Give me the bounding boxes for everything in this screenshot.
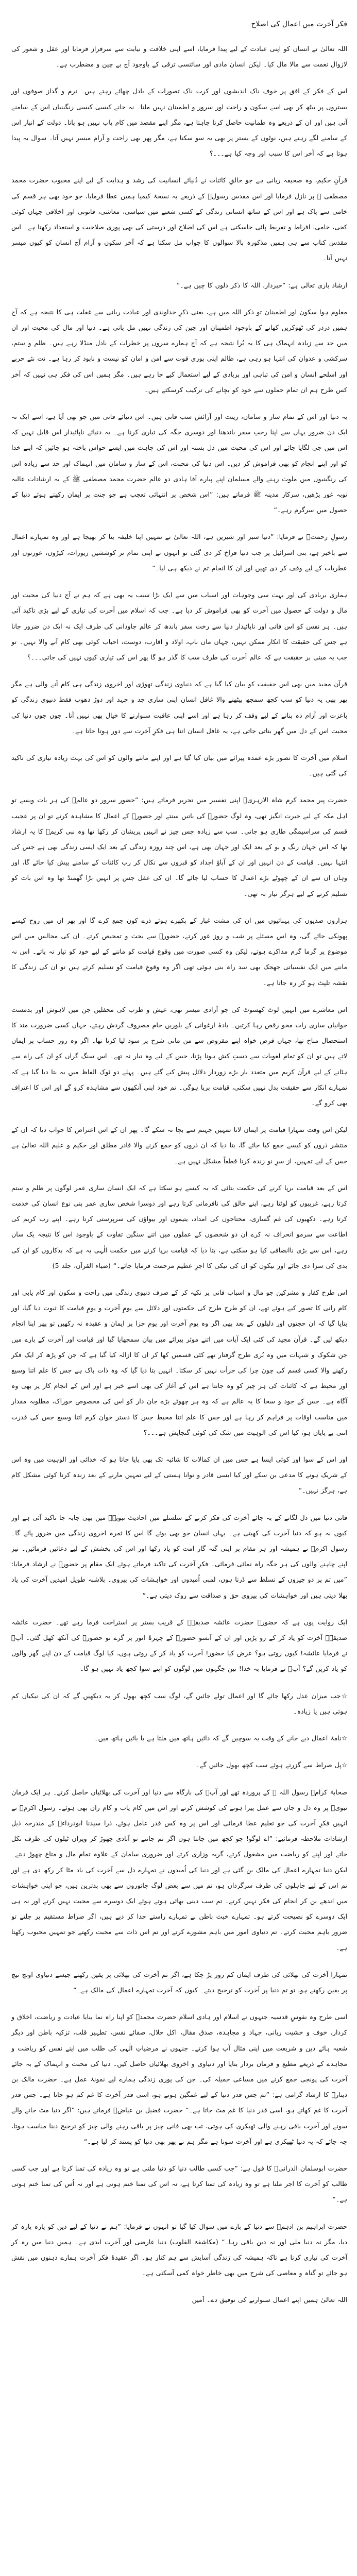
- article-paragraph: ☆جب میزان عدل رکھا جائے گا اور اعمال تولے جائیں گے، لوگ سب کچھ بھول کر یہ دیکھیں گے کہ ان کی نیکیاں کم ہوتی ہیں یا زیادہ۔: [11, 1691, 347, 1715]
- article-paragraph: قرآن مجید میں بھی اس حقیقت کو بیان کیا گیا ہے کہ دنیاوی زندگی تھوڑی اور اخروی زندگی ہی کام آنے والی ہے مگر پھر بھی یہ دنیا کو سب کچھ سمجھ بیٹھنے والا غافل انسان اپنی ساری جد و جہد اور دوڑ دھوپ فقط دنیوی زندگی کو باعزت اور آرام دہ بنانے کے لیے وقف کر رہا ہے اور اسے اپنی عاقبت سنوارنے کا خیال بھی نہیں آتا۔ جوں جوں دنیا کی محبت اس کے دل میں گھر بناتی جاتی ہے، یہ غافل انسان اتنا ہی فکرِ آخرت سے دور ہوتا جاتا ہے۔: [11, 680, 347, 735]
- article-paragraph: لیکن اس وقت تمہارا قیامت پر ایمان لانا تمہیں جہنم سے بچا نہ سکے گا۔ پھر ان کے اس اعتراض کا جواب دیا کہ ان کے منتشر ذروں کو کیسے جمع کیا جائے گا، بتا دیا کہ ان ذروں کو جمع کرنے والا قادر مطلق اور حکیم و علیم اللہ تعالیٰ ہے جس کے لیے تمہیں، از سرِ نو زندہ کرنا قطعاً مشکل نہیں ہے۔: [11, 1126, 347, 1165]
- article-paragraph: ☆نامۂ اعمال دیے جانے کے وقت یہ سوچیں گے کہ دائیں ہاتھ میں ملتا ہے یا بائیں ہاتھ میں۔: [94, 1734, 347, 1742]
- article-paragraph: صحابۂ کرامؓ رسول اللہ ﷺ کے پروردہ تھے اور آپؐ کی بارگاہ سے دنیا اور آخرت کی بھلائیاں حاصل کرتے۔ ہر ایک فرمان نبویؐ پر وہ دل و جان سے عمل پیرا ہونے کی کوشش کرتے اور اس میں کام یاب و کام ران بھی ہوئے۔ رسول اکرمؐ نے انہیں فکرِ آخرت کی جو تعلیم عطا فرمائی اور اس پر وہ کس قدر عامل ہوئے، ذرا سیدنا ابودرداءؓ کے مندرجہ ذیل ارشادات ملاحظہ فرمائیے: ”اے لوگو! جو کچھ میں جانتا ہوں اگر تم جانتے تو آبادی چھوڑ کر ویران ٹیلوں کی طرف نکل جاتے اور اپنے کو ریاضت میں مشغول کرتے، گریہ وزاری کرتے اور ضروری سامان کے علاوہ تمام مال و متاع چھوڑ دیتے۔ لیکن دنیا تمہارے اعمال کی مالک بن گئی ہے اور دنیا کی اُمیدوں نے تمہارے دل سے آخرت کی یاد مٹا کر رکھ دی ہے اور تم اس کے لیے جاہلوں کی طرف سرگرداں ہو، تم میں سے بعض لوگ جانوروں سے بھی بدترین ہیں، جو اپنی خواہشات میں اندھے بن کر انجام کی فکر نہیں کرتے۔ تم سب دینی بھائی ہوتے ہوئے ایک دوسرے سے محبت نہیں کرتے اور نہ ہی ایک دوسرے کو نصیحت کرتے ہو۔ تمہارے خبث باطن نے تمہارے راستے جدا کر دیے ہیں، اگر صراط مستقیم پر چلتے تو ضرور باہم محبت کرتے۔ تم دنیاوی امور میں باہم مشورے کرتے اور تم اس ذات سے محبت رکھتے جو تمہیں محبوب رکھتا ہے۔: [11, 1788, 347, 1952]
- article-paragraph: اس طرح کفار و مشرکین جو مال و اسباب فانی پر تکیہ کر کے صرف دنیوی زندگی میں راحت و سکون اور کام یابی اور کام رانی کا تصور کیے ہوئے تھے، ان کو طرح طرح کی حکمتوں اور دلائل سے یومِ آخرت و یومِ قیامت کا ثبوت دیا گیا، اور بتایا گیا کہ ان حجتوں اور دلیلوں کے بعد بھی اگر وہ یومِ آخرت اور یومِ جزا پر ایمان و عقیدہ نہ رکھیں تو پھر اپنا انجام دیکھ لیں گے۔ قرآن مجید کی کئی ایک آیات میں اتنے موثر پیرائے میں بیان سمجھایا گیا اور قیامت اور آخرت کے بارے میں جن شکوک و شبہات میں وہ بُری طرح گرفتار تھے کئی قسمیں کھا کر ان کا ازالہ کیا گیا ہے کہ جن کو پڑھ کر ایک فکر رکھنے والا کسی قسم کی چون چرا کی جرأت نہیں کر سکتا۔ انہیں بتا دیا گیا کہ وہ ذات پاک ہے جس کا علم اتنا وسیع اور محیط ہے کہ کائنات کی ہر چیز کو وہ جانتا ہے اس کے آغاز کی بھی اسے خبر ہے اور اس کے انجام کار پر بھی وہ آگاہ ہے۔ جس کے جود و سخا کا یہ عالم ہے کہ وہ ہر چھوٹے بڑے جان دار کو اس کی مخصوص خوراک، مطلوبہ مقدار میں مناسب اوقات پر فراہم کر رہا ہے اور جس کا علم اتنا محیط جس کا دستر خوان کرم اتنا وسیع جس کی قدرت اتنی بے پایاں ہو، کیا اس کی الوہیت میں شک کی کوئی گنجایش ہے۔۔۔؟: [11, 1289, 347, 1436]
- article-paragraph: قرآنِ حکیم، وہ صحیفہ ربانی ہے جو خالقِ کائنات نے دُنیائے انسانیت کی رشد و ہدایت کے لیے اپنے محبوب حضرت محمد مصطفی ﷺ پر نازل فرمایا اور اس مقدس رسولؐ کے ذریعے یہ نسخۂ کیمیا ہمیں عطا فرمایا، جو خود بھی ہر قسم کی خامی سے پاک ہے اور اس کے ساتھ انسانی زندگی کے کسی شعبے میں سیاسی، معاشی، قانونی اور اخلاقی جہاں کوئی کجی، خامی، افراط و تفریط پائی جاسکتی ہے اس کی اصلاح اور درستی کی بھی پوری صلاحیت و استعداد رکھتا ہے۔ اس مقدس کتاب سے ہی ہمیں مذکورہ بالا سوالوں کا جواب مل سکتا ہے کہ آخر سکون و آرام آج انسان کو کیوں میسر نہیں آتا۔: [11, 176, 347, 262]
- article-paragraph: ☆پل صراط سے گزرتے ہوئے سب کچھ بھول جائیں گے۔: [196, 1761, 347, 1769]
- article-paragraph: اور اس کے سوا اور کوئی ایسا ہے جس میں ان کمالات کا شائبہ تک بھی پایا جاتا ہو کہ خدائی اور الوہیت میں وہ اس کے شریک ہونے کا مدعی بن سکے اور کیا ایسی قادر و توانا ہستی کے لیے تمہیں مارنے کے بعد زندہ کرنا کوئی مشکل کام ہے، ہرگز نہیں۔“: [11, 1455, 347, 1495]
- article-title: فکر آخرت میں اعمال کی اصلاح: [251, 20, 347, 28]
- article-paragraph: ایک روایت یوں ہے کہ حضورؐ حضرت عائشہ صدیقہؓ کے قریب بستر پر استراحت فرما رہے تھے۔ حضرت عائشہ صدیقہؓ آخرت کو یاد کر کے رو پڑیں اور ان کے آنسو حضورؐ کے چہرۂ انور پر گرے تو حضورؐ کی آنکھ کھل گئی۔ آپؐ نے فرمایا عائشہ! کیوں روتی ہو؟ عرض کیا حضور! آخرت کو یاد کر کے روتی ہوں، کیا لوگ قیامت کے دن اپنے گھر والوں کو یاد کریں گے؟ آپؐ نے فرمایا بہ خدا! تین جگہوں میں لوگوں کو اپنے سوا کچھ یاد نہیں ہو گا۔: [11, 1618, 347, 1673]
- article-paragraph: یہ دنیا اور اس کے تمام ساز و سامان، زینت اور آرائش سب فانی ہیں۔ اس دنیائے فانی میں جو بھی آیا ہے، اسے ایک نہ ایک دن ضرور یہاں سے اپنا رختِ سفر باندھنا اور دوسری جگہ کی تیاری کرنا ہے۔ یہ دنیائے ناپائیدار اس قابل نہیں کہ اس میں جی لگایا جائے اور اس کی محبت میں دل بستہ اور اس کی چاہت میں ایسے حواس باختہ ہو جائیں کہ اپنے خدا کو اور اپنے انجام کو بھی فراموش کر دیں۔ اس دنیا کی محبت، اس کے ساز و سامان میں انہماک اور حد سے زیادہ اس کی رنگینیوں میں ملوث رہنے والے مسلمان اپنے پیارے آقا ہادی دو عالم حضرت محمد مصطفی ﷺ کے یہ ارشادات عالیہ توبہ غور پڑھیں، سرکار مدینہ ﷺ فرماتے ہیں: ”اس شخص پر انتہائی تعجب ہے جو جنت پر ایمان رکھتے ہوئے دنیا کے حصول میں سرگرم رہے۔“: [11, 413, 347, 514]
- article-paragraph: ہماری بربادی کی اور بہت سی وجوہات اور اسباب میں سے ایک بڑا سبب یہ بھی ہے کہ ہم نے آج دنیا کی محبت اور مال و دولت کے حصول میں آخرت کو بھی فراموش کر دیا ہے۔ جب کہ اسلام میں آخرت کی تیاری کے لیے بڑی تاکید آئی ہیں۔ ہر نفس کو اس فانی اور ناپائیدار دنیا سے رخت سفر باندھ کر عالم جاودانی کی طرف ایک نہ ایک دن ضرور جانا ہے جس کی حقیقت کا انکار ممکن نہیں، جہاں ماں باپ، اولاد و اقارب، دوست، احباب کوئی بھی کام آنے والا نہیں۔ تو جب یہ مبنی بر حقیقت ہے کہ عالم آخرت کی طرف سب کا گذر ہو گا پھر اس کی تیاری کیوں نہیں کی جاتی۔۔۔؟: [11, 591, 347, 661]
- article-paragraph: معلوم ہوا سکون اور اطمینان تو ذکر اللہ میں ہے، یعنی ذکرِ خداوندی اور عبادت ربانی سے غفلت ہی کا نتیجہ ہے کہ آج ہمیں دردر کی ٹھوکریں کھانے کے باوجود اطمینان اور چین کی زندگی نہیں مل پاتی ہے۔ دنیا اور مال کی محبت اور ان میں حد سے زیادہ انہماک ہی کا یہ بُرا نتیجہ ہے کہ آج ہمارے سروں پر خطرات کے بادل منڈلا رہے ہیں۔ ظلم و ستم، سرکشی و عدوان کی انتہا ہو رہی ہے، ظالم اپنی پوری قوت سے امن و امان کو نیست و نابود کر رہا ہے۔ نت نئے حربے اور اسلحے انسان و امن کی تباہی اور بربادی کے لیے استعمال کیے جا رہے ہیں۔ مگر ہمیں اس کی فکر ہی نہیں کہ آخر کس طرح ہم ان تمام حملوں سے خود کو بچانے کی ترکیب کرسکتے ہیں۔: [11, 308, 347, 394]
- article-paragraph: اللہ تعالیٰ نے انسان کو اپنی عبادت کے لیے پیدا فرمایا، اسے اپنی خلافت و نیابت سے سرفراز فرمایا اور عقل و شعور کی لازوال نعمت سے مالا مال کیا۔ لیکن انسان مادی اور سائنسی ترقی کے باوجود آج بے چین و مضطرب ہے۔: [11, 45, 347, 69]
- article-paragraph: اس کے بعد قیامت برپا کرنے کی حکمت بتائی کہ یہ کیسے ہو سکتا ہے کہ ایک انسان ساری عمر لوگوں پر ظلم و ستم کرتا رہے، غریبوں کو لوٹتا رہے، اپنے خالق کی نافرمانی کرتا رہے اور دوسرا شخص ساری عمر بنی نوع انسان کی خدمت کرتا رہے۔ دکھیوں کی غم گساری، محتاجوں کی امداد، یتیموں اور بیواؤں کی سرپرستی کرتا رہے۔ اپنے رب کریم کی اطاعت سے سرمو انحراف نہ کرے ان دو شخصوں کے عملوں میں اتنے سنگین تفاوت کے باوجود اس کا نتیجہ یک ساں رہے، اس سے بڑی ناانصافی کیا ہو سکتی ہے، بتا دیا کہ قیامت برپا کرنے میں حکمت الٰہی یہ ہے کہ بدکاروں کو ان کی بدی کی سزا دی جائے اور نیکوں کو ان کی نیکی کا اجرِ عظیم مرحمت فرمایا جائے۔“ (ضیاء القرآن، جلد 5): [11, 1183, 347, 1269]
- article-paragraph: ہزاروں صدیوں کی پہنائیوں میں ان کی مشت غبار کے بکھرے ہوئے ذرے کون جمع کرے گا اور پھر ان میں روح کیسے پھونکی جائے گی، وہ اس مسئلے پر شب و روز غور کرتے، حضورؐ سے بحث و تمحیص کرتے۔ ان کی مجالس میں اس موضوع پر گرما گرم مذاکرے ہوتے، لیکن وہ کسی صورت میں وقوعِ قیامت کو ماننے کے لیے خود کو تیار نہ پاتے۔ اس نہ ماننے میں ایک نفسیاتی جھجک بھی سد راہ بنی ہوئی تھی اگر وہ وقوعِ قیامت کو تسلیم کرتے ہیں تو ان کی زندگی کا نقشہ تلپٹ ہو کر رہ جاتا ہے۔: [11, 916, 347, 987]
- article-body: [11, 41, 347, 2308]
- article-paragraph: فانی دنیا میں دل لگانے کے بہ جائے آخرت کی فکر کرنے کے سلسلے میں احادیث نبویہؐ میں بھی جابہ جا تاکید آئی ہے اور کیوں نہ ہو کہ دنیا آخرت کی کھیتی ہے۔ یہاں انسان جو بھی بوئے گا اس کا ثمرہ اخروی زندگی میں ضرور پائے گا۔ رسول اکرمؐ نے ہمیشہ اور ہر مقام پر اپنی گنہ گار امت کو یاد رکھا اور اس کی بخشش کے لیے دعائیں فرمائیں۔ نیز اپنے چاہنے والوں کی ہر جگہ راہ نمائی فرمائی۔ فکرِ آخرت کی تاکید فرماتے ہوئے ایک مقام پر حضورؐ نے ارشاد فرمایا: ”میں تم پر دو چیزوں کے تسلط سے ڈرتا ہوں، لمبی اُمیدوں اور خواہشات کی پیروی۔ بلاشبہ طویل امیدیں آخرت کی یاد بھلا دیتی ہیں اور خواہشات کی پیروی حق و صداقت سے روک دیتی ہے۔“: [11, 1513, 347, 1599]
- article-paragraph: اس معاشرے میں انہیں لوٹ کھسوٹ کی جو آزادی میسر تھی، عیش و طرب کی محفلیں جن میں لاہوش اور بدمست جوانیاں ساری رات محو رقص رہا کرتیں۔ بادۂ ارغوانی کے بلوریں جام مصروف گردش رہتے، جہاں کسی ضرورت مند کا استحصال مباح تھا، جہاں قرض خواہ اپنے مقروض سے من مانی شرح پر سود لیا کرتا تھا۔ اگر وہ روز حساب پر ایمان لاتے ہیں تو ان کو تمام لغویات سے دستِ کش ہونا پڑتا، جس کے لیے وہ تیار نہ تھے۔ اس سنگ گراں کو ان کی راہ سے ہٹانے کے لیے قرآن کریم میں متعدد بار بڑے زوردار دلائل پیش کیے گئے ہیں۔ پہلے دو ٹوک الفاظ میں یہ بتا دیا گیا ہے کہ تمہارے انکار سے حقیقت بدل نہیں سکتی، قیامت برپا ہوگی۔ تم خود اپنی آنکھوں سے مشاہدہ کرو گے اور اس کا اعتراف بھی کرو گے۔: [11, 1005, 347, 1107]
- article-paragraph: تمہارا آخرت کی بھلائی کی طرف ایمان کم زور پڑ چکا ہے، اگر تم آخرت کی بھلائی پر یقین رکھتے جیسے دنیاوی اونچ نیچ پر یقین رکھتے ہو، تو تم دنیا پر آخرت کو ترجیح دیتے۔ کیوں کہ آخرت تمہارے اعمال کی مالک ہے۔“: [11, 1970, 347, 1994]
- article-paragraph: اس کے فکر کے افق پر خوف ناک اندیشوں اور کرب ناک تصورات کے بادل چھائے رہتے ہیں۔ نرم و گداز صوفوں اور بستروں پر بیٹھ کر بھی اسے سکون و راحت اور سرور و اطمینان نہیں ملتا۔ نہ جانے کیسی کیسی رنگینیاں اس کے سامنے آتی ہیں اور ان کے ذریعے وہ طمانیت حاصل کرنا چاہتا ہے، مگر اپنے مقصد میں کام یاب نہیں ہو پاتا۔ دولت کے انبار اس کے سامنے لگے رہتے ہیں، نوٹوں کے بستر پر بھی یہ سو سکتا ہے، مگر پھر بھی راحت و آرام میسر نہیں آتا۔ سوال یہ پیدا ہوتا ہے کہ آخر اس کا سبب اور وجہ کیا ہے۔۔۔؟: [11, 87, 347, 158]
- article-paragraph: حضرت ابراہیم بن ادہمؒ سے دنیا کے بارے میں سوال کیا گیا تو انہوں نے فرمایا: ”ہم نے دنیا کے لیے دین کو پارہ پارہ کر دیا، مگر نہ دنیا ملی اور نہ دین باقی رہا۔“ (مکاشفۃ القلوب) دنیا عارضی اور آخرت ابدی ہے۔ ہمیں دنیا میں رہ کر آخرت کی تیاری کرنا ہے تاکہ ہمیشہ کی زندگی آسایش سے ہم کنار ہو۔ اگر عقیدۂ فکر آخرت ہمارے ذہنوں میں نقش ہو جائے تو گناہ و معاصی کی شرح میں بھی خاطر خواہ کمی آسکتی ہے۔: [11, 2222, 348, 2277]
- article-paragraph: حضرت ابوسلمان الدرانیؒ کا قول ہے: ”جب کسی طالب دنیا کو دنیا ملتی ہے تو وہ زیادہ کی تمنا کرتا ہے اور جب کسی طالب کو آخرت کا اجر ملتا ہے تو وہ زیادہ کی تمنا کرتا ہے، نہ اس کی تمنا ختم ہوتی ہے اور نہ اُس کی تمنا ختم ہوتی ہے۔“: [11, 2164, 347, 2204]
- article-paragraph: اللہ تعالیٰ ہمیں اپنے اعمال سنوارنے کی توفیق دے۔ آمین: [192, 2296, 347, 2304]
- article: [11, 16, 347, 2308]
- article-paragraph: اسی طرح وہ نفوسِ قدسیہ جنہوں نے اسلام اور ہادی اسلام حضرت محمدؐ کو اپنا راہ نما بنایا عبادت و ریاضت، اخلاق و کردار، خوف و خشیت ربانی، جہاد و مجاہدہ، صدق مقال، اکل حلال، صفائے نفس، تطہیر قلب، تزکیہ باطن اور دیگر شعبہ ہائے دین و شریعت میں اپنی مثال آپ ہوا کرتے۔ جنہوں نے مرضیاتِ الٰہی کی طلب میں اپنے نفس کو ریاضت و مجاہدے کے ذریعے مطیع و فرماں بردار بنایا اور دنیاوی و اخروی بھلائیاں حاصل کیں۔ دنیا کی محبت و انہماک کے بہ جائے آخرت کی پونجی جمع کرنے میں مساعی جمیلہ کی۔ جن کی پوری زندگی ہمارے لیے نمونۂ عمل ہے۔ حضرت مالک بن دینارؒ کا ارشاد گرامی ہے: ”تم جس قدر دنیا کے لیے غمگین ہوتے ہو، اسی قدر آخرت کا غم کم ہو جاتا ہے۔ جس قدر آخرت کا غم کھاتے ہو، اسی قدر دنیا کا غم مٹ جاتا ہے۔“ حضرت فضیل بن عیاضؒ فرماتے ہیں: ”اگر دنیا مٹ جانے والے سونے اور آخرت باقی رہنے والی ٹھیکری کی ہوتی، تب بھی فانی چیز پر باقی رہنے والی چیز کو ترجیح دینا مناسب ہوتا، چہ جائے کہ یہ دنیا ٹھیکری ہے اور آخرت سونا ہے مگر ہم نے پھر بھی دنیا کو پسند کر لیا ہے۔“: [11, 2013, 347, 2145]
- article-paragraph: رسولِ رحمتؐ نے فرمایا: ”دنیا سبز اور شیریں ہے، اللہ تعالیٰ نے تمہیں اپنا خلیفہ بنا کر بھیجا ہے اور وہ تمہارے اعمال سے باخبر ہے، بنی اسرائیل پر جب دنیا فراخ کر دی گئی تو انہوں نے اپنی تمام تر کوششیں زیورات، کپڑوں، عورتوں اور عطریات کے لیے وقف کر دی تھیں اور ان کا انجام تم نے دیکھ ہی لیا۔“: [11, 533, 348, 572]
- article-paragraph: حضرت پیر محمد کرم شاہ الازہریؒ اپنی تفسیر میں تحریر فرماتے ہیں: ”حضور سرور دو عالمؐ کی ہر بات ویسے تو اہل مکہ کے لیے حیرت انگیز تھی، وہ لوگ حضورؐ کی باتیں سنتے اور حضورؐ کے اعمال کا مشاہدہ کرتے تو ان پر عجیب قسم کی سراسیمگی طاری ہو جاتی۔ سب سے زیادہ جس چیز نے انہیں پریشان کر رکھا تھا وہ نبی کریمؐ کا یہ ارشاد تھا کہ اس جہان رنگ و بو کے بعد ایک اور جہان بھی ہے، اس چند روزہ زندگی کے بعد ایک ایسی زندگی بھی ہے جس کی انتہا نہیں۔ قیامت کے دن انہیں اور ان کے آباؤ اجداد کو قبروں سے نکال کر رب کائنات کے سامنے پیش کیا جائے گا، اور وہاں ان سے ان کے چھوٹے بڑے اعمال کا حساب لیا جائے گا۔ ان کی عقل جس پر انہیں بڑا گھمنڈ تھا وہ اس بات کو تسلیم کرنے کے لیے ہرگز تیار نہ تھی۔: [11, 796, 347, 897]
- article-paragraph: ارشاد باری تعالی ہے: ”خبردار، اللہ کا ذکر دلوں کا چین ہے۔“: [176, 281, 347, 289]
- article-paragraph: اسلام میں آخرت کا تصور بڑے عمدہ پیرائے میں بیان کیا گیا ہے اور اپنے ماننے والوں کو اس کی بہت زیادہ تیاری کی تاکید کی گئی ہیں۔: [11, 753, 347, 777]
